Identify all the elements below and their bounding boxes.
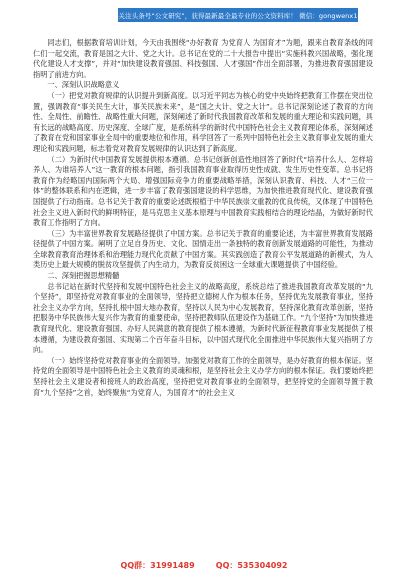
body-paragraph: （一）把党对教育规律的认识提升到新高度。以习近平同志为核心的党中央始终把教育工作摆在突出位置，强调教育“事关民生大计，事关民族未来”，是“国之大计、党之大计”。总书记深刻论述了教育的方向性、全局性、前瞻性、战略性重大问题，深刻阐述了新时代我国教育改革和发展的重大理论和实践问题，具有长远的战略高度、历史深度、全球广度，是系统科学的新时代中国特色社会主义教育理论体系，深刻阐述了教育在党和国家事业全局中的重要地位和作用，科学回答了一系列中国特色社会主义教育事业发展的重大理论和实践问题，标志着党对教育发展规律的认识达到了新高度。: [33, 90, 373, 153]
qq-group: QQ群：31991489: [120, 561, 195, 570]
section-heading-1: 一、深刻认识战略意义: [47, 80, 120, 90]
body-paragraph: （一）始终坚持党对教育事业的全面领导。加强党对教育工作的全面领导，是办好教育的根本保证。坚持党的全面领导是中国特色社会主义教育的灵魂和根，是坚持社会主义办学方向的根本保证。我们要始终把坚持社会主义建设者和接班人的政治高度，坚持把党对教育事业的全面领导，把坚持党的全面领导置于教育“九个坚持”之首，始终聚焦“为党育人，为国育才”的社会主义: [33, 355, 373, 397]
banner-text: 关注头条号“公文研究”，获得最新最全最专业的公文资料库！ 微信：gongwenx1: [118, 11, 358, 20]
body-paragraph: 总书记站在新时代坚持和发展中国特色社会主义的战略高度，系统总结了推进我国教育改革发展的“九个坚持”，即坚持党对教育事业的全面领导，坚持把立德树人作为根本任务，坚持优先发展教育事业，坚持社会主义办学方向，坚持扎根中国大地办教育，坚持以人民为中心发展教育，坚持深化教育改革创新，坚持把服务中华民族伟大复兴作为教育的重要使命，坚持把教师队伍建设作为基础工作。“九个坚持”为加快推进教育现代化、建设教育强国、办好人民满意的教育提供了根本遵循，为新时代新征程教育事业发展提供了根本遵循，为建设教育强国、实现第二个百年奋斗目标，以中国式现代化全面推进中华民族伟大复兴指明了方向。: [33, 281, 373, 355]
intro-paragraph: 同志们，根据教育培训计划，今天由我围绕“办好教育 为党育人 为国育才”为题，跟来自教育条线的同仁们一起交流，教育是国之大计、党之大计。总书记在党的二十大报告中提出“实施科教兴国战略，强化现代化建设人才支撑”，并对“加快建设教育强国、科技强国、人才强国”作出全面部署，为推进教育强国建设指明了前进方向。: [33, 38, 373, 79]
document-body: [33, 38, 373, 398]
top-banner: [118, 8, 358, 22]
qq-number: QQ：535304092: [215, 561, 288, 570]
body-paragraph: （二）为新时代中国教育发展提供根本遵循。总书记创新创造性地回答了新时代“培养什么人、怎样培养人、为谁培养人”这一教育的根本问题，指引我国教育事业取得历史性成就、发生历史性变革。总书记将教育作为经略国内国际两个大局、增强国际竞争力的重要战略举措，深刻认识教育、科技、人才“三位一体”的整体联系和内在逻辑，进一步丰富了教育强国建设的科学思维，为加快推进教育现代化、建设教育强国提供了行动指南。总书记关于教育的重要论述既根植于中华民族崇文重教的优良传统，又体现了中国特色社会主义进入新时代的鲜明特征，是马克思主义基本原理与中国教育实践相结合的理论结晶，为做好新时代教育工作指明了方向。: [33, 154, 373, 228]
body-paragraph: （三）为丰富世界教育发展路径提供了中国方案。总书记关于教育的重要论述，为丰富世界教育发展路径提供了中国方案。阐明了立足自身历史、文化、国情走出一条独特的教育创新发展道路的可能性，为推动全球教育教育治理体系和治理能力现代化贡献了中国方案。其实践创造了教育公平发展道路的新模式，为人类历史上最大规模的脱贫攻坚提供了内生动力，为教育反贫困这一全球重大课题提供了中国经验。: [33, 228, 373, 270]
footer-contact: [0, 553, 408, 572]
section-heading-2: 二、深刻把握思想精髓: [47, 271, 120, 281]
